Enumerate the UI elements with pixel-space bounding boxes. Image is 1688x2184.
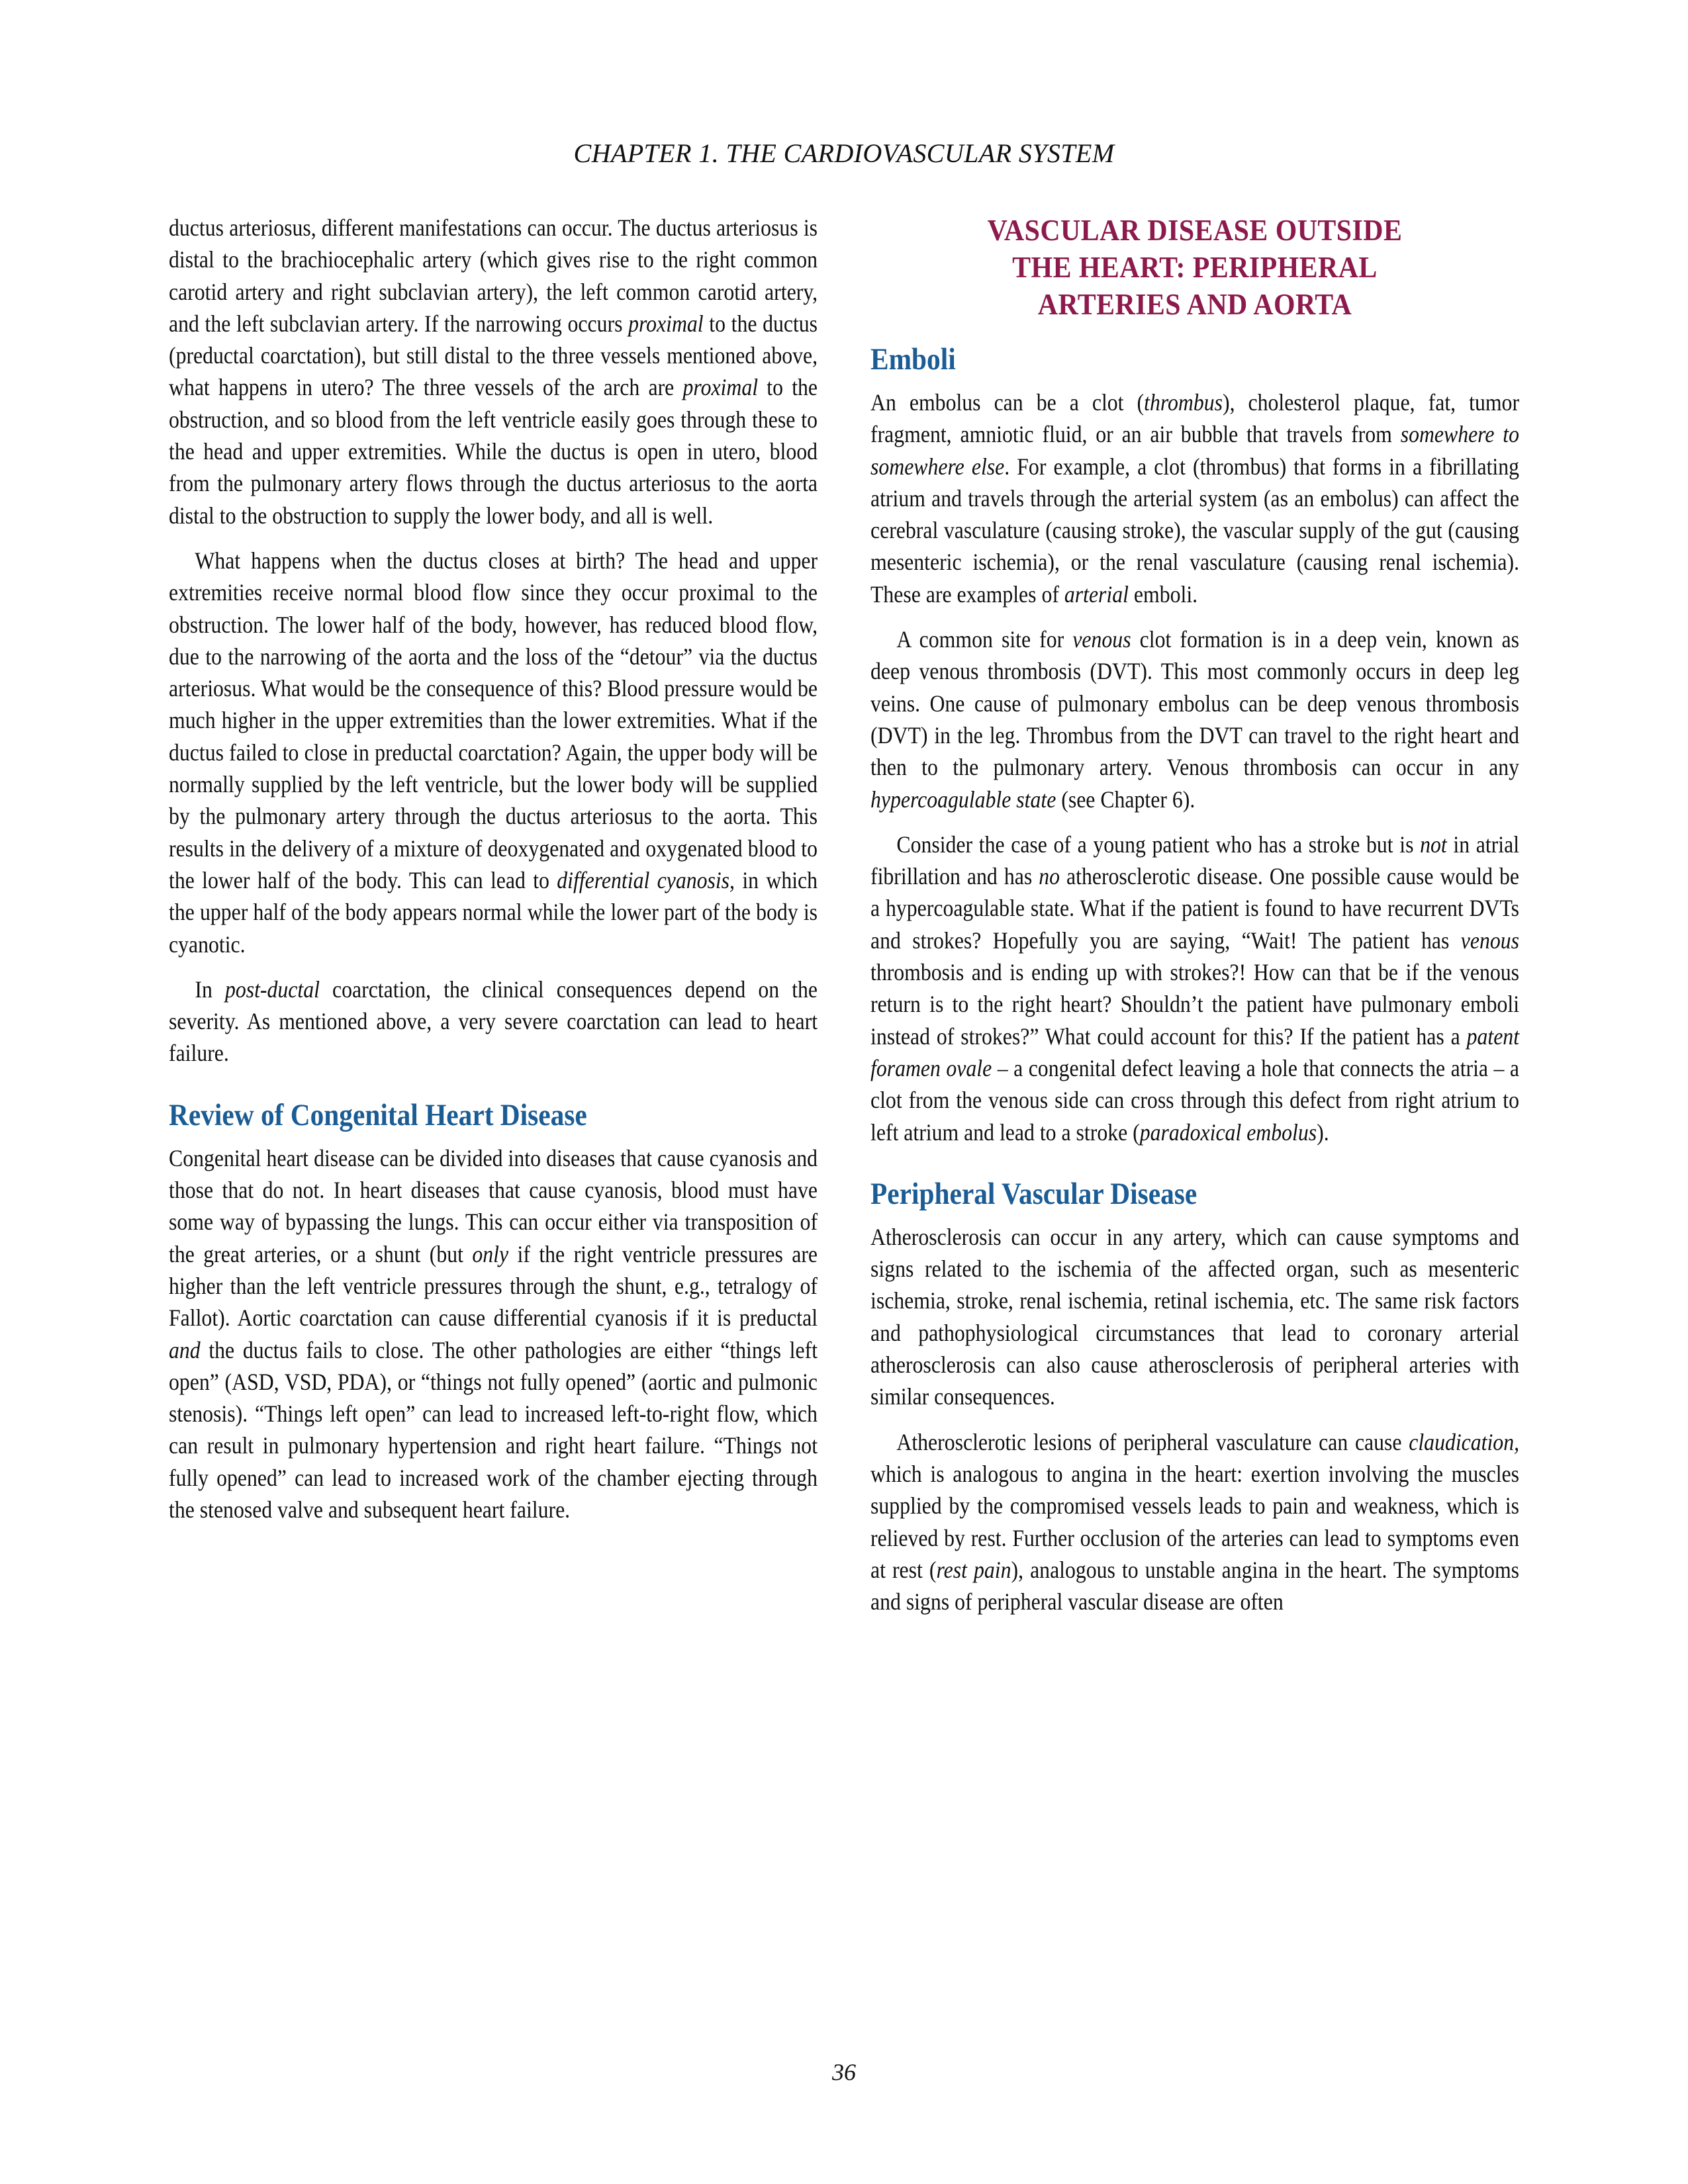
- pvd-paragraphs: [870, 1221, 1519, 1618]
- running-head: CHAPTER 1. THE CARDIOVASCULAR SYSTEM: [573, 138, 1115, 168]
- emphasis-text: proximal: [682, 374, 759, 401]
- left-column: [169, 212, 818, 1617]
- paragraph: In post-ductal coarctation, the clinical consequences depend on the severity. As mentioned above, a very severe coarctation can lead to heart failure.: [169, 976, 818, 1067]
- emphasis-text: proximal: [628, 310, 704, 337]
- paragraph: An embolus can be a clot (thrombus), cholesterol plaque, fat, tumor fragment, amniotic fluid, or an air bubble that travels from somewhere to somewhere else. For example, a clot (thrombus) that forms in a fibrillating atrium and travels through the arterial system (as an embolus) can affect the cerebral vasculature (causing stroke), the vascular supply of the gut (causing mesenteric ischemia), or the renal vasculature (causing renal ischemia). These are examples of arterial emboli.: [870, 389, 1520, 608]
- paragraph: A common site for venous clot formation is in a deep vein, known as deep venous thrombosis (DVT). This most commonly occurs in deep leg veins. One cause of pulmonary embolus can be deep venous thrombosis (DVT) in the leg. Thrombus from the DVT can travel to the right heart and then to the pulmonary artery. Venous thrombosis can occur in any hypercoagulable state (see Chapter 6).: [870, 626, 1520, 813]
- emphasis-text: somewhere to somewhere else: [870, 421, 1520, 480]
- emphasis-text: no: [1039, 863, 1060, 890]
- paragraph: Atherosclerotic lesions of peripheral vasculature can cause claudication, which is analogous to angina in the heart: exertion involving the muscles supplied by the compromised vessels leads to pain and weakness, which is relieved by rest. Further occlusion of the arteries can lead to symptoms even at rest (rest pain), analogous to unstable angina in the heart. The symptoms and signs of peripheral vascular disease are often: [870, 1428, 1520, 1615]
- emphasis-text: hypercoagulable state: [870, 786, 1056, 813]
- emphasis-text: patent foramen ovale: [870, 1023, 1520, 1081]
- emphasis-text: paradoxical embolus: [1139, 1118, 1317, 1146]
- paragraph: Congenital heart disease can be divided into diseases that cause cyanosis and those that do not. In heart diseases that cause cyanosis, blood must have some way of bypassing the lungs. This can occur either via transposition of the great arteries, or a shunt (but only if the right ventricle pressures are higher than the left ventricle pressures through the shunt, e.g., tetralogy of Fallot). Aortic coarctation can cause differential cyanosis if it is preductal and the ductus fails to close. The other pathologies are either “things left open” (ASD, VSD, PDA), or “things not fully opened” (aortic and pulmonic stenosis). “Things left open” can lead to increased left-to-right flow, which can result in pulmonary hypertension and right heart failure. “Things not fully opened” can lead to increased work of the chamber ejecting through the stenosed valve and subsequent heart failure.: [169, 1144, 818, 1523]
- emphasis-text: only: [472, 1240, 509, 1267]
- emphasis-text: arterial: [1064, 580, 1129, 608]
- right-column: [870, 212, 1519, 1617]
- emphasis-text: venous: [1460, 927, 1520, 954]
- paragraph: ductus arteriosus, different manifestations can occur. The ductus arteriosus is distal to the brachiocephalic artery (which gives rise to the right common carotid artery and right subclavian artery), the left common carotid artery, and the left subclavian artery. If the narrowing occurs proximal to the ductus (preductal coarctation), but still distal to the three vessels mentioned above, what happens in utero? The three vessels of the arch are proximal to the obstruction, and so blood from the left ventricle easily goes through these to the head and upper extremities. While the ductus is open in utero, blood from the pulmonary artery flows through the ductus arteriosus to the aorta distal to the obstruction to supply the lower body, and all is well.: [169, 214, 818, 529]
- emphasis-text: post-ductal: [224, 976, 320, 1003]
- emboli-paragraphs: [870, 387, 1519, 1148]
- two-column-body: [169, 212, 1519, 1617]
- emphasis-text: not: [1420, 831, 1447, 858]
- paragraph: Atherosclerosis can occur in any artery, which can cause symptoms and signs related to the ischemia of the affected organ, such as mesenteric ischemia, stroke, renal ischemia, retinal ischemia, etc. The same risk factors and pathophysiological circumstances that lead to coronary arterial atherosclerosis can also cause atherosclerosis of peripheral arteries with similar consequences.: [870, 1223, 1520, 1410]
- heading-peripheral-vascular-disease: Peripheral Vascular Disease: [870, 1176, 1197, 1211]
- section-heading-vascular-disease-outside-the-heart: VASCULAR DISEASE OUTSIDE THE HEART: PERIPHERAL ARTERIES AND AORTA: [987, 214, 1403, 321]
- paragraph: What happens when the ductus closes at birth? The head and upper extremities receive normal blood flow since they occur proximal to the obstruction. The lower half of the body, however, has reduced blood flow, due to the narrowing of the aorta and the loss of the “detour” via the ductus arteriosus. What would be the consequence of this? Blood pressure would be much higher in the upper extremities than the lower extremities. What if the ductus failed to close in preductal coarctation? Again, the upper body will be normally supplied by the left ventricle, but the lower body will be supplied by the pulmonary artery through the ductus arteriosus to the aorta. This results in the delivery of a mixture of deoxygenated and oxygenated blood to the lower half of the body. This can lead to differential cyanosis, in which the upper half of the body appears normal while the lower part of the body is cyanotic.: [169, 547, 818, 958]
- left-column-paragraphs: [169, 212, 818, 1069]
- emphasis-text: thrombus: [1144, 389, 1223, 416]
- emphasis-text: claudication,: [1409, 1428, 1520, 1455]
- emphasis-text: rest pain: [936, 1556, 1011, 1583]
- heading-review-of-congenital-heart-disease: Review of Congenital Heart Disease: [169, 1097, 587, 1132]
- emphasis-text: venous: [1072, 626, 1131, 653]
- emphasis-text: and: [169, 1336, 201, 1363]
- left-column-paragraphs-after-heading: [169, 1142, 818, 1526]
- paragraph: Consider the case of a young patient who has a stroke but is not in atrial fibrillation and has no atherosclerotic disease. One possible cause would be a hypercoagulable state. What if the patient is found to have recurrent DVTs and strokes? Hopefully you are saying, “Wait! The patient has venous thrombosis and is ending up with strokes?! How can that be if the venous return is to the right heart? Shouldn’t the patient have pulmonary emboli instead of strokes?” What could account for this? If the patient has a patent foramen ovale – a congenital defect leaving a hole that connects the atria – a clot from the venous side can cross through this defect from right atrium to left atrium and lead to a stroke (paradoxical embolus).: [870, 831, 1520, 1146]
- emphasis-text: differential cyanosis,: [557, 866, 735, 893]
- heading-emboli: Emboli: [870, 342, 956, 377]
- page-number: 36: [832, 2059, 856, 2085]
